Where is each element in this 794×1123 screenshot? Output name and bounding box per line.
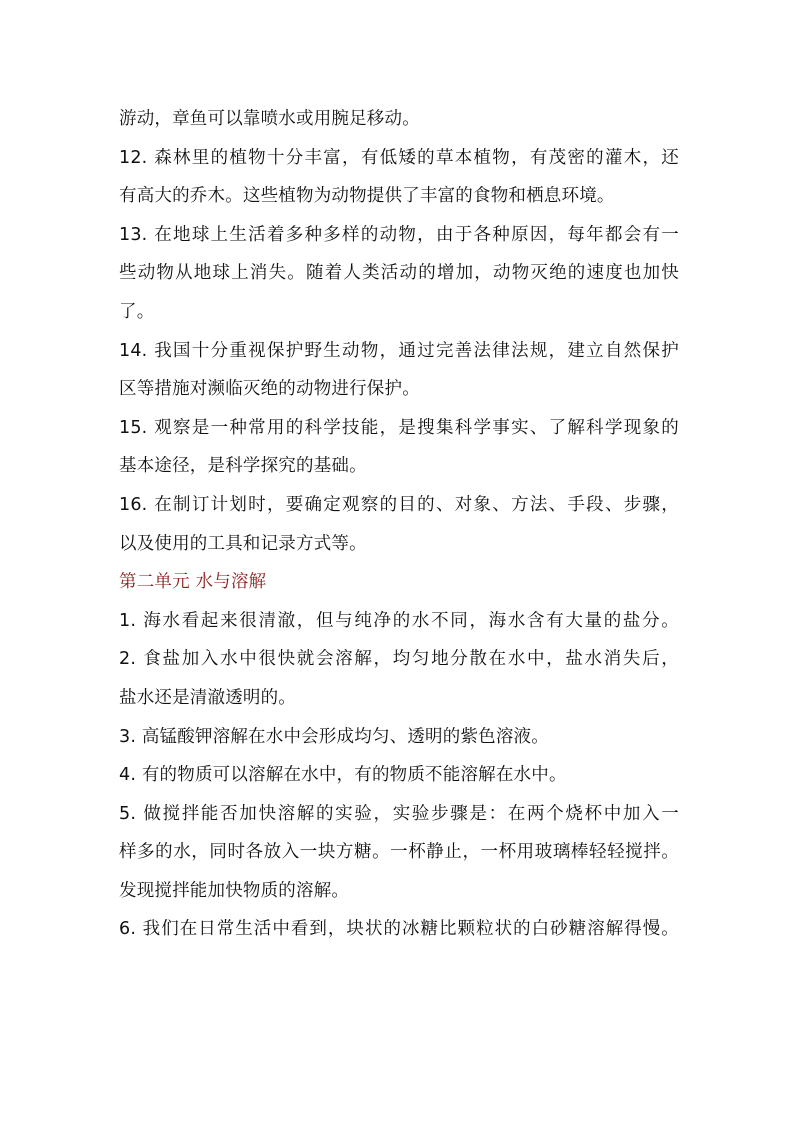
text-line: 12. 森林里的植物十分丰富，有低矮的草本植物，有茂密的灌木，还	[119, 147, 679, 168]
text-line: 发现搅拌能加快物质的溶解。	[119, 880, 350, 901]
text-line: 些动物从地球上消失。随着人类活动的增加，动物灭绝的速度也加快	[119, 263, 679, 284]
text-line: 样多的水，同时各放入一块方糖。一杯静止，一杯用玻璃棒轻轻搅拌。	[119, 842, 679, 863]
text-line: 基本途径，是科学探究的基础。	[119, 456, 367, 477]
text-line: 盐水还是清澈透明的。	[119, 687, 296, 708]
text-line: 13. 在地球上生活着多种多样的动物，由于各种原因，每年都会有一	[119, 224, 679, 245]
text-line: 14. 我国十分重视保护野生动物，通过完善法律法规，建立自然保护	[119, 340, 679, 361]
text-line: 3. 高锰酸钾溶解在水中会形成均匀、透明的紫色溶液。	[119, 726, 549, 747]
text-line: 15. 观察是一种常用的科学技能，是搜集科学事实、了解科学现象的	[119, 417, 679, 438]
text-line: 1. 海水看起来很清澈，但与纯净的水不同，海水含有大量的盐分。	[119, 610, 679, 631]
text-line: 以及使用的工具和记录方式等。	[119, 533, 367, 554]
text-line: 6. 我们在日常生活中看到，块状的冰糖比颗粒状的白砂糖溶解得慢。	[119, 919, 679, 940]
text-line: 有高大的乔木。这些植物为动物提供了丰富的食物和栖息环境。	[119, 186, 615, 207]
section-heading: 第二单元 水与溶解	[119, 572, 267, 593]
text-line: 4. 有的物质可以溶解在水中，有的物质不能溶解在水中。	[119, 765, 567, 786]
text-line: 5. 做搅拌能否加快溶解的实验，实验步骤是：在两个烧杯中加入一	[119, 803, 679, 824]
text-line: 区等措施对濒临灭绝的动物进行保护。	[119, 379, 420, 400]
text-line: 游动，章鱼可以靠喷水或用腕足移动。	[119, 109, 420, 129]
text-line: 16. 在制订计划时，要确定观察的目的、对象、方法、手段、步骤，	[119, 494, 679, 515]
document-body	[119, 100, 679, 949]
text-line: 了。	[119, 301, 155, 322]
text-line: 2. 食盐加入水中很快就会溶解，均匀地分散在水中，盐水消失后，	[119, 649, 679, 670]
